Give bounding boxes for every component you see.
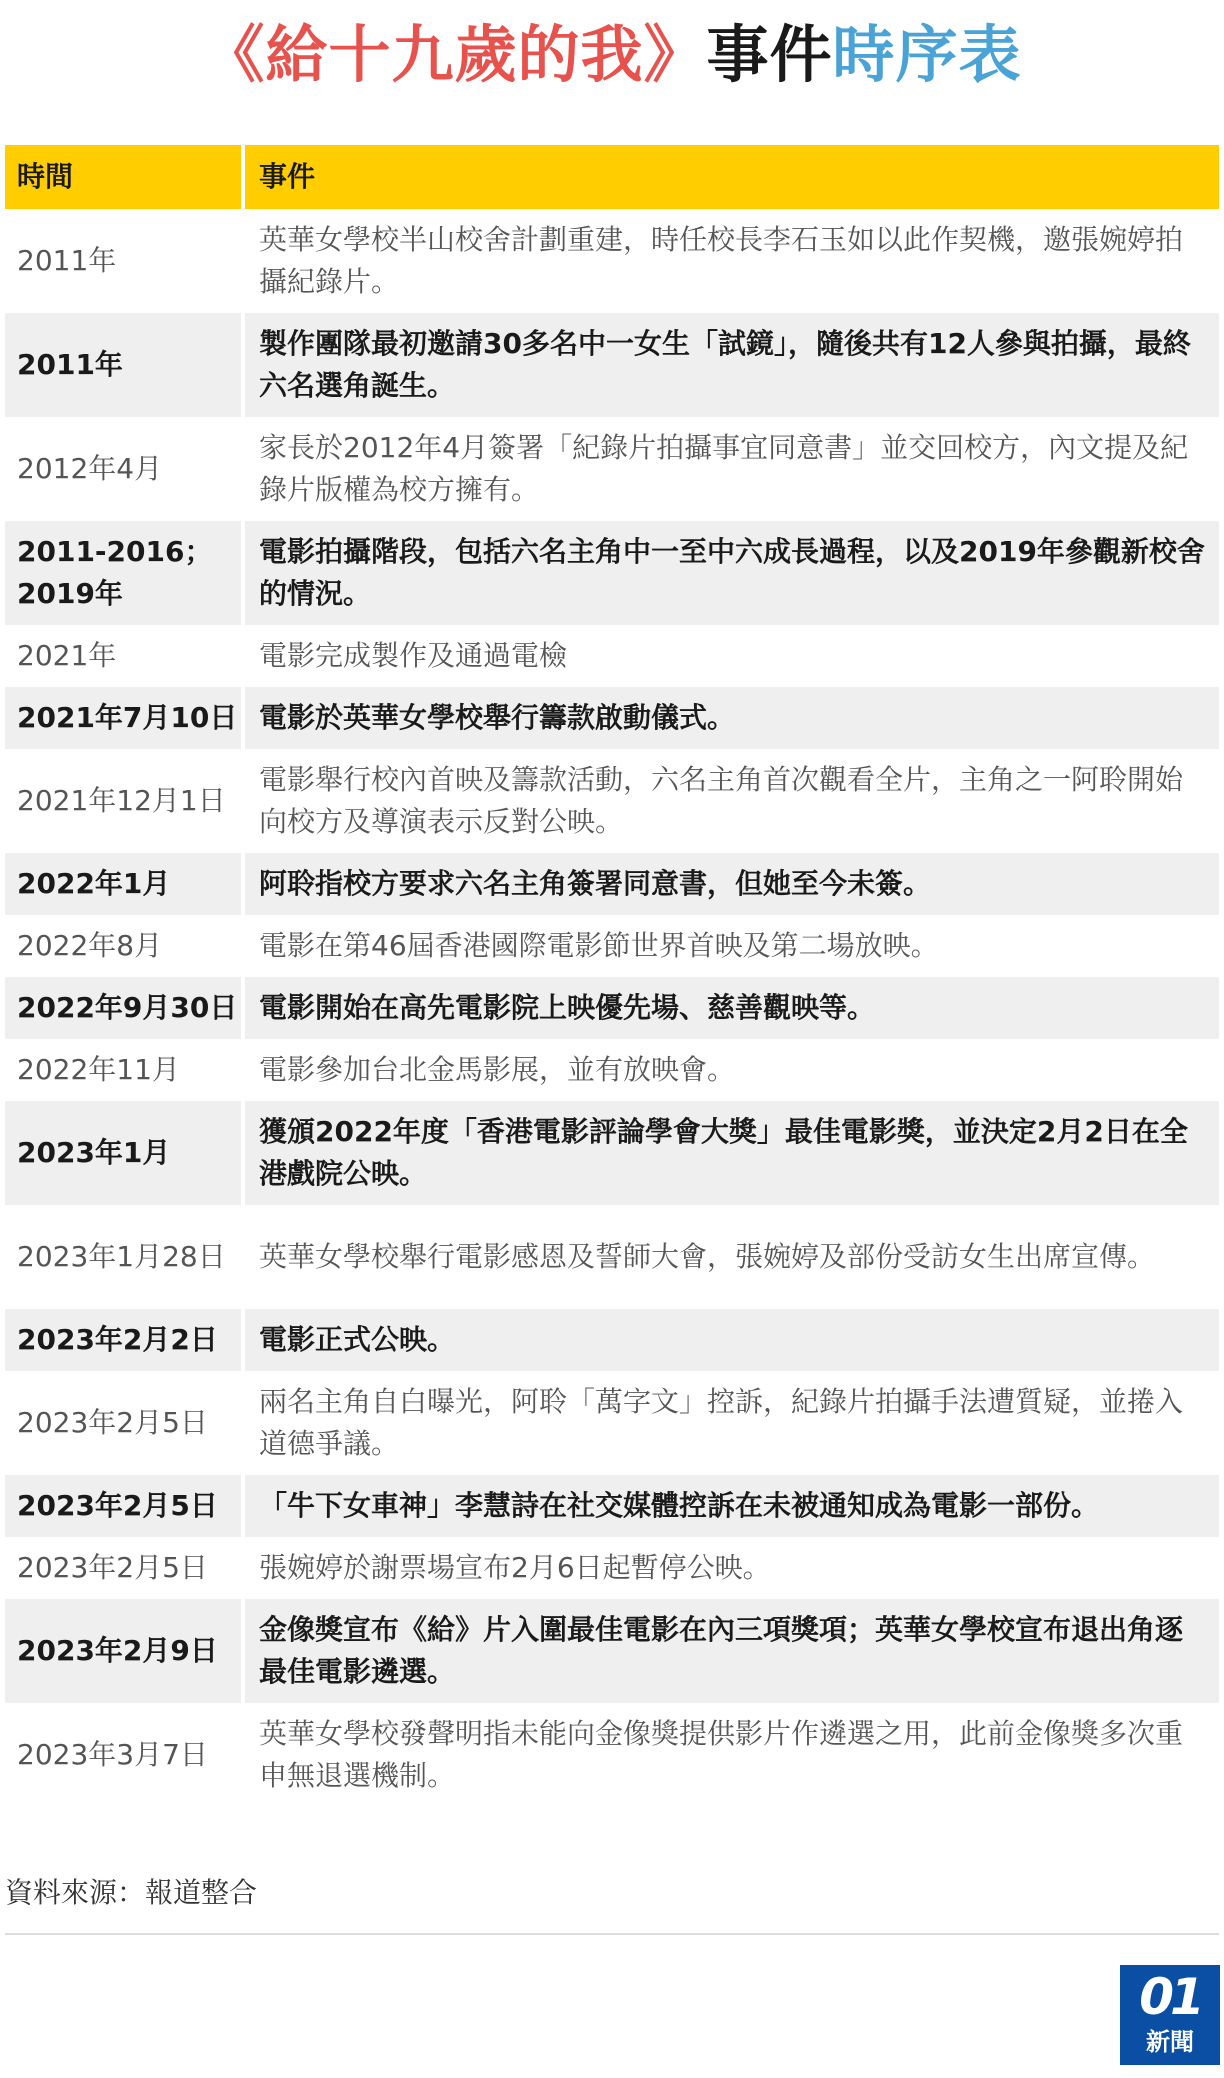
- row-event: 英華女學校半山校舍計劃重建，時任校長李石玉如以此作契機，邀張婉婷拍攝紀錄片。: [241, 209, 1219, 313]
- table-row: [5, 521, 1219, 625]
- table-row: [5, 1703, 1219, 1807]
- row-event: 電影參加台北金馬影展，並有放映會。: [241, 1039, 1219, 1101]
- row-date: 2023年2月5日: [5, 1475, 241, 1537]
- table-row: [5, 209, 1219, 313]
- table-row: [5, 417, 1219, 521]
- row-event: 獲頒2022年度「香港電影評論學會大獎」最佳電影獎，並決定2月2日在全港戲院公映。: [241, 1101, 1219, 1205]
- logo-text: 新聞: [1146, 2028, 1194, 2056]
- row-date: 2023年2月9日: [5, 1599, 241, 1703]
- row-date: 2023年3月7日: [5, 1703, 241, 1807]
- row-event: 製作團隊最初邀請30多名中一女生「試鏡」，隨後共有12人參與拍攝，最終六名選角誕生。: [241, 313, 1219, 417]
- table-row: [5, 853, 1219, 915]
- row-date: 2023年1月28日: [5, 1205, 241, 1309]
- table-row: [5, 915, 1219, 977]
- row-date: 2021年7月10日: [5, 687, 241, 749]
- row-event: 電影完成製作及通過電檢: [241, 625, 1219, 687]
- table-row: [5, 1475, 1219, 1537]
- table-row: [5, 1371, 1219, 1475]
- row-event: 兩名主角自白曝光，阿聆「萬字文」控訴，紀錄片拍攝手法遭質疑，並捲入道德爭議。: [241, 1371, 1219, 1475]
- table-row: [5, 1205, 1219, 1309]
- row-date: 2012年4月: [5, 417, 241, 521]
- row-date: 2021年12月1日: [5, 749, 241, 853]
- table-row: [5, 1537, 1219, 1599]
- timeline-table: [5, 145, 1219, 1807]
- header-event: 事件: [241, 145, 1219, 209]
- footer-divider: [5, 1933, 1219, 1935]
- hk01-logo: [1120, 1965, 1220, 2065]
- row-event: 電影正式公映。: [241, 1309, 1219, 1371]
- table-row: [5, 1039, 1219, 1101]
- row-date: 2011年: [5, 209, 241, 313]
- row-event: 張婉婷於謝票場宣布2月6日起暫停公映。: [241, 1537, 1219, 1599]
- row-date: 2023年2月2日: [5, 1309, 241, 1371]
- table-row: [5, 687, 1219, 749]
- header-date: 時間: [5, 145, 241, 209]
- row-date: 2011年: [5, 313, 241, 417]
- title-timeline: 時序表: [832, 18, 1022, 91]
- title-film-name: 《給十九歲的我》: [202, 18, 707, 91]
- table-row: [5, 1599, 1219, 1703]
- table-row: [5, 1101, 1219, 1205]
- row-event: 「牛下女車神」李慧詩在社交媒體控訴在未被通知成為電影一部份。: [241, 1475, 1219, 1537]
- row-event: 英華女學校舉行電影感恩及誓師大會，張婉婷及部份受訪女生出席宣傳。: [241, 1205, 1219, 1309]
- page-title: [0, 14, 1224, 96]
- row-date: 2023年1月: [5, 1101, 241, 1205]
- row-event: 電影拍攝階段，包括六名主角中一至中六成長過程，以及2019年參觀新校舍的情況。: [241, 521, 1219, 625]
- row-date: 2022年1月: [5, 853, 241, 915]
- title-events: 事件: [706, 18, 833, 91]
- row-event: 英華女學校發聲明指未能向金像獎提供影片作遴選之用，此前金像獎多次重申無退選機制。: [241, 1703, 1219, 1807]
- row-event: 電影舉行校內首映及籌款活動，六名主角首次觀看全片，主角之一阿聆開始向校方及導演表示反對公映。: [241, 749, 1219, 853]
- table-header-row: [5, 145, 1219, 209]
- row-date: 2011-2016；2019年: [5, 521, 241, 625]
- table-row: [5, 1309, 1219, 1371]
- row-event: 家長於2012年4月簽署「紀錄片拍攝事宜同意書」並交回校方，內文提及紀錄片版權為校方擁有。: [241, 417, 1219, 521]
- table-row: [5, 977, 1219, 1039]
- row-date: 2022年11月: [5, 1039, 241, 1101]
- row-date: 2022年8月: [5, 915, 241, 977]
- row-event: 電影開始在高先電影院上映優先場、慈善觀映等。: [241, 977, 1219, 1039]
- row-date: 2022年9月30日: [5, 977, 241, 1039]
- row-event: 電影在第46屆香港國際電影節世界首映及第二場放映。: [241, 915, 1219, 977]
- row-date: 2021年: [5, 625, 241, 687]
- row-date: 2023年2月5日: [5, 1537, 241, 1599]
- row-date: 2023年2月5日: [5, 1371, 241, 1475]
- row-event: 金像獎宣布《給》片入圍最佳電影在內三項獎項；英華女學校宣布退出角逐最佳電影遴選。: [241, 1599, 1219, 1703]
- table-row: [5, 313, 1219, 417]
- row-event: 電影於英華女學校舉行籌款啟動儀式。: [241, 687, 1219, 749]
- source-note: 資料來源：報道整合: [5, 1876, 258, 1909]
- logo-mark: 01: [1139, 1968, 1201, 2026]
- row-event: 阿聆指校方要求六名主角簽署同意書，但她至今未簽。: [241, 853, 1219, 915]
- table-row: [5, 749, 1219, 853]
- table-row: [5, 625, 1219, 687]
